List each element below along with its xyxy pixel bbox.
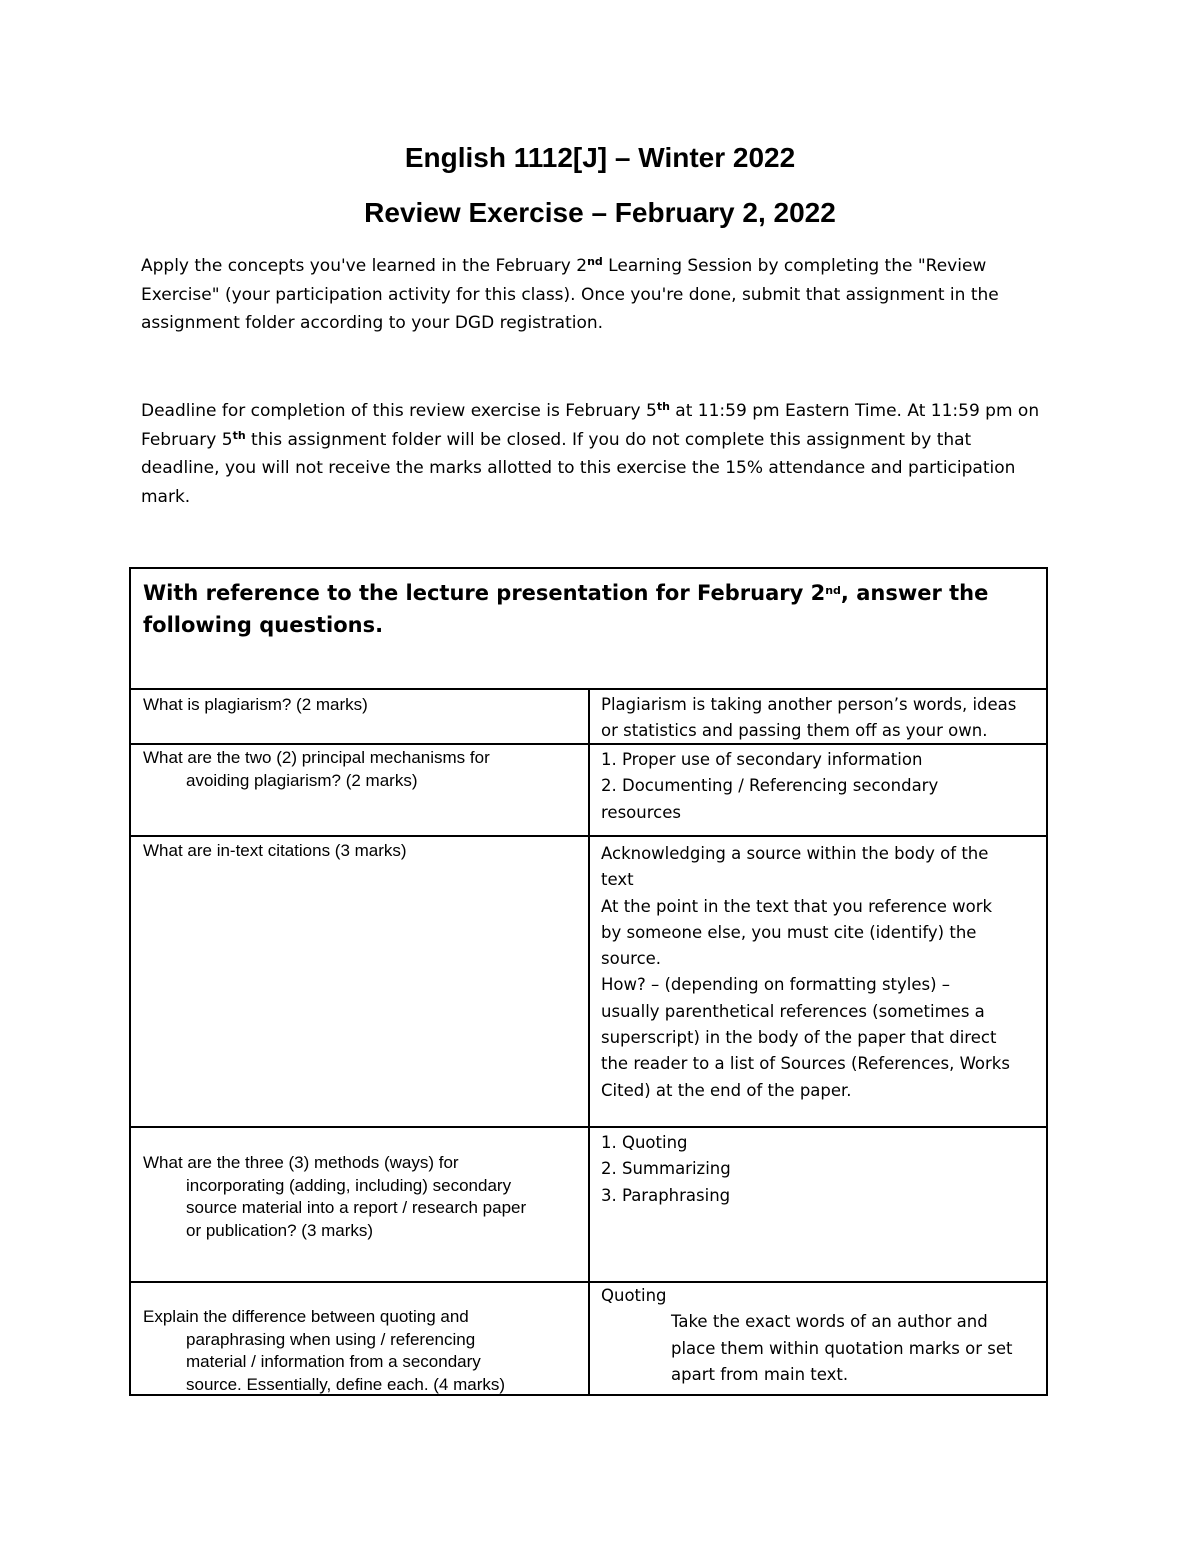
document-title: English 1112[J] – Winter 2022 bbox=[404, 142, 796, 173]
intro-superscript: nd bbox=[587, 255, 603, 268]
answer-line: Cited) at the end of the paper. bbox=[601, 1080, 852, 1100]
answer-line: source. bbox=[601, 949, 662, 969]
answer-line: apart from main text. bbox=[671, 1364, 849, 1384]
intro-line-3: assignment folder according to your DGD registration. bbox=[141, 313, 604, 333]
answer-line: Plagiarism is taking another person’s words, ideas bbox=[601, 695, 1017, 714]
question-line: What are the three (3) methods (ways) for bbox=[143, 1153, 459, 1172]
question-line: paraphrasing when using / referencing bbox=[186, 1329, 476, 1349]
intro-paragraph bbox=[141, 252, 1061, 338]
table-header-text bbox=[143, 577, 1023, 641]
table-header bbox=[131, 569, 1046, 690]
document-subtitle: Review Exercise – February 2, 2022 bbox=[364, 197, 836, 228]
answer-line: Take the exact words of an author and bbox=[671, 1312, 988, 1332]
question-line: What are the two (2) principal mechanisms for bbox=[143, 748, 490, 767]
answer-line: resources bbox=[601, 802, 681, 822]
answer-cell bbox=[590, 1283, 1046, 1394]
answer-line: usually parenthetical references (sometimes a bbox=[601, 1001, 985, 1021]
answer-line: superscript) in the body of the paper that direct bbox=[601, 1028, 997, 1048]
deadline-line-1a: Deadline for completion of this review exercise is February 5 bbox=[141, 401, 657, 421]
header-line-2: following questions. bbox=[143, 613, 384, 637]
question-line: or publication? (3 marks) bbox=[186, 1220, 374, 1240]
header-superscript: nd bbox=[825, 584, 841, 597]
answer-heading: Quoting bbox=[601, 1286, 667, 1305]
answer-line: 3. Paraphrasing bbox=[601, 1185, 731, 1205]
answer-cell bbox=[590, 837, 1046, 1126]
answer-cell bbox=[590, 1128, 1046, 1281]
question-cell bbox=[131, 690, 590, 743]
deadline-line-1b: at 11:59 pm Eastern Time. At 11:59 pm on bbox=[669, 401, 1040, 421]
answer-line: Acknowledging a source within the body of the bbox=[601, 844, 989, 863]
deadline-paragraph bbox=[141, 397, 1061, 511]
table-row bbox=[131, 690, 1046, 745]
answer-text bbox=[601, 1130, 1041, 1209]
answer-cell bbox=[590, 745, 1046, 835]
question-cell bbox=[131, 745, 590, 835]
question-line: source. Essentially, define each. (4 marks) bbox=[186, 1374, 506, 1394]
question-text bbox=[143, 1152, 583, 1242]
table-row bbox=[131, 745, 1046, 837]
question-line: Explain the difference between quoting and bbox=[143, 1307, 469, 1326]
table-row bbox=[131, 1283, 1046, 1394]
table-row bbox=[131, 1128, 1046, 1283]
answer-line: text bbox=[601, 870, 634, 890]
deadline-superscript-1: th bbox=[656, 400, 670, 413]
header-line-1b: , answer the bbox=[840, 581, 989, 605]
deadline-line-2b: this assignment folder will be closed. If you do not complete this assignment by that bbox=[245, 429, 972, 450]
answer-text bbox=[601, 841, 1041, 1104]
answer-line: by someone else, you must cite (identify) the bbox=[601, 922, 977, 942]
deadline-superscript-2: th bbox=[232, 428, 246, 442]
intro-line-2: Exercise" (your participation activity for this class). Once you're done, submit that assignment in the bbox=[141, 284, 999, 305]
answer-line: place them within quotation marks or set bbox=[671, 1338, 1013, 1358]
questions-table bbox=[129, 567, 1048, 1396]
question-cell bbox=[131, 837, 590, 1126]
header-line-1a: With reference to the lecture presentation for February 2 bbox=[143, 581, 826, 605]
answer-line: How? – (depending on formatting styles) – bbox=[601, 975, 951, 995]
answer-text bbox=[601, 1283, 1041, 1388]
answer-line: the reader to a list of Sources (References, Works bbox=[601, 1054, 1010, 1074]
answer-line: 2. Documenting / Referencing secondary bbox=[601, 776, 939, 796]
question-line: source material into a report / research paper bbox=[186, 1198, 527, 1217]
question-text bbox=[143, 1306, 583, 1396]
deadline-line-3: deadline, you will not receive the marks allotted to this exercise the 15% attendance and participation bbox=[141, 458, 1016, 478]
answer-line: At the point in the text that you reference work bbox=[601, 896, 993, 916]
answer-bullet-item bbox=[601, 1309, 1041, 1388]
answer-line: or statistics and passing them off as your own. bbox=[601, 721, 988, 741]
deadline-line-2a: February 5 bbox=[141, 429, 233, 450]
question-line: material / information from a secondary bbox=[186, 1352, 481, 1371]
question-cell bbox=[131, 1283, 590, 1394]
answer-line: 1. Proper use of secondary information bbox=[601, 750, 923, 769]
intro-line-1a: Apply the concepts you've learned in the February 2 bbox=[141, 256, 588, 276]
question-line: avoiding plagiarism? (2 marks) bbox=[186, 770, 418, 790]
question-text: What is plagiarism? (2 marks) bbox=[143, 695, 368, 714]
question-text bbox=[143, 747, 583, 792]
answer-text bbox=[601, 747, 1041, 826]
question-cell bbox=[131, 1128, 590, 1281]
answer-line: 1. Quoting bbox=[601, 1133, 688, 1152]
question-text: What are in-text citations (3 marks) bbox=[143, 841, 407, 860]
question-line: incorporating (adding, including) secondary bbox=[186, 1175, 512, 1195]
answer-line: 2. Summarizing bbox=[601, 1159, 731, 1179]
table-row bbox=[131, 837, 1046, 1128]
answer-cell bbox=[590, 690, 1046, 743]
answer-text bbox=[601, 692, 1041, 745]
intro-line-1b: Learning Session by completing the "Review bbox=[602, 256, 987, 276]
deadline-line-4: mark. bbox=[141, 486, 191, 507]
